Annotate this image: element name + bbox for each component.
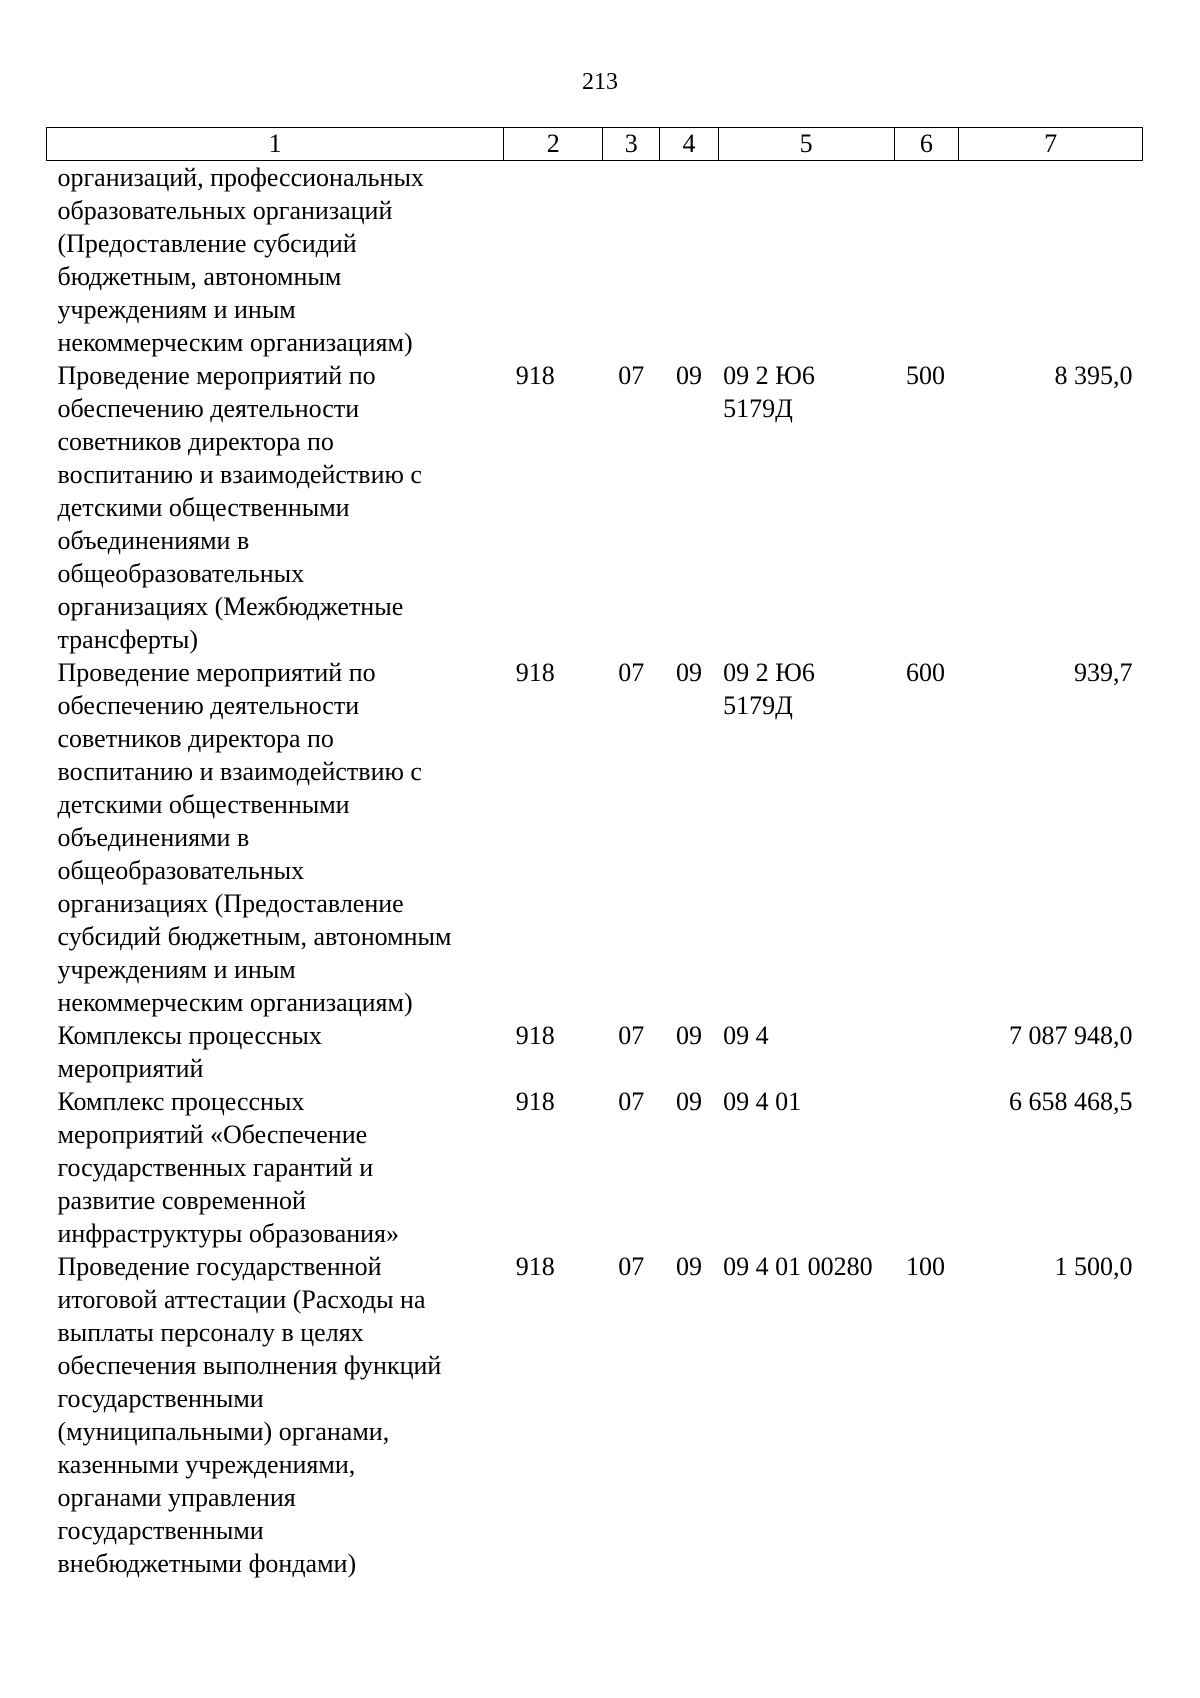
ved-code: 918 xyxy=(515,658,555,687)
amount: 1 500,0 xyxy=(1054,1252,1133,1281)
item-name-line: выплаты персоналу в целях xyxy=(57,1318,364,1347)
table-row xyxy=(47,1019,1143,1085)
column-header: 1 xyxy=(47,128,504,161)
subsection-code: 09 xyxy=(676,1021,702,1050)
item-name-line: организациях (Межбюджетные xyxy=(57,592,404,621)
item-name-line: учреждениям и иным xyxy=(57,955,296,984)
item-name-line: организациях (Предоставление xyxy=(57,889,404,918)
item-name-line: государственными xyxy=(57,1516,264,1545)
item-name-line: Проведение мероприятий по xyxy=(57,361,376,390)
item-name-line: советников директора по xyxy=(57,724,334,753)
item-name xyxy=(47,1019,504,1085)
section-code xyxy=(603,161,660,360)
item-name-line: Проведение государственной xyxy=(57,1252,382,1281)
target-article-code-line: 5179Д xyxy=(723,394,793,423)
item-name-line: органами управления xyxy=(57,1483,296,1512)
item-name-line: объединениями в xyxy=(57,823,250,852)
item-name-line: воспитанию и взаимодействию с xyxy=(57,757,422,786)
section-code: 07 xyxy=(618,658,645,687)
item-name-line: государственных гарантий и xyxy=(57,1153,374,1182)
ved-code: 918 xyxy=(515,1021,555,1050)
section-code: 07 xyxy=(618,1021,645,1050)
section-code: 07 xyxy=(618,361,645,390)
item-name-line: мероприятий «Обеспечение xyxy=(57,1120,368,1149)
column-header: 4 xyxy=(660,128,718,161)
item-name-line: мероприятий xyxy=(57,1054,204,1083)
amount xyxy=(959,161,1143,360)
item-name-line: обеспечению деятельности xyxy=(57,691,360,720)
item-name-line: некоммерческим организациям) xyxy=(57,988,413,1017)
item-name-line: советников директора по xyxy=(57,427,334,456)
target-article-code xyxy=(718,359,894,656)
item-name xyxy=(47,656,504,1019)
ved-code: 918 xyxy=(515,1087,555,1116)
page-number: 213 xyxy=(582,69,618,95)
target-article-code-line: 09 2 Ю6 xyxy=(723,658,815,687)
item-name-line: обеспечению деятельности xyxy=(57,394,360,423)
item-name-line: (муниципальными) органами, xyxy=(57,1417,390,1446)
item-name-line: обеспечения выполнения функций xyxy=(57,1351,442,1380)
table-row xyxy=(47,161,1143,360)
item-name-line: общеобразовательных xyxy=(57,856,305,885)
item-name-line: Комплексы процессных xyxy=(57,1021,322,1050)
expense-type-code: 600 xyxy=(906,658,945,687)
column-header: 5 xyxy=(718,128,894,161)
item-name-line: трансферты) xyxy=(57,625,199,654)
item-name-line: общеобразовательных xyxy=(57,559,305,588)
expense-type-code xyxy=(894,161,959,360)
target-article-code xyxy=(718,1085,894,1250)
ved-code xyxy=(504,161,603,360)
target-article-code-line: 09 2 Ю6 xyxy=(723,361,815,390)
table-row xyxy=(47,1085,1143,1250)
ved-code: 918 xyxy=(515,361,555,390)
column-header: 2 xyxy=(504,128,603,161)
item-name xyxy=(47,161,504,360)
target-article-code xyxy=(718,161,894,360)
item-name-line: развитие современной xyxy=(57,1186,306,1215)
section-code: 07 xyxy=(618,1087,645,1116)
item-name-line: государственными xyxy=(57,1384,264,1413)
item-name-line: внебюджетными фондами) xyxy=(57,1549,357,1578)
item-name-line: итоговой аттестации (Расходы на xyxy=(57,1285,426,1314)
header-row xyxy=(47,128,1143,161)
target-article-code-line: 09 4 01 xyxy=(723,1087,802,1116)
expense-type-code: 500 xyxy=(906,361,945,390)
subsection-code xyxy=(660,161,718,360)
table-row xyxy=(47,656,1143,1019)
budget-table xyxy=(46,127,1143,1580)
item-name-line: казенными учреждениями, xyxy=(57,1450,356,1479)
column-header: 7 xyxy=(959,128,1143,161)
column-header: 6 xyxy=(894,128,959,161)
amount: 8 395,0 xyxy=(1054,361,1133,390)
item-name xyxy=(47,1250,504,1580)
item-name-line: Комплекс процессных xyxy=(57,1087,305,1116)
subsection-code: 09 xyxy=(676,1087,702,1116)
expense-type-code xyxy=(894,1019,959,1085)
amount: 6 658 468,5 xyxy=(1009,1087,1133,1116)
item-name-line: детскими общественными xyxy=(57,790,350,819)
item-name-line: Проведение мероприятий по xyxy=(57,658,376,687)
expense-type-code: 100 xyxy=(906,1252,945,1281)
expense-type-code xyxy=(894,1085,959,1250)
target-article-code xyxy=(718,1250,894,1580)
item-name-line: бюджетным, автономным xyxy=(57,262,342,291)
target-article-code-line: 5179Д xyxy=(723,691,793,720)
target-article-code xyxy=(718,656,894,1019)
subsection-code: 09 xyxy=(676,658,702,687)
subsection-code: 09 xyxy=(676,361,702,390)
item-name-line: инфраструктуры образования» xyxy=(57,1219,400,1248)
item-name-line: субсидий бюджетным, автономным xyxy=(57,922,452,951)
target-article-code-line: 09 4 xyxy=(723,1021,769,1050)
amount: 7 087 948,0 xyxy=(1009,1021,1133,1050)
item-name-line: образовательных организаций xyxy=(57,196,393,225)
item-name-line: объединениями в xyxy=(57,526,250,555)
section-code: 07 xyxy=(618,1252,645,1281)
item-name-line: детскими общественными xyxy=(57,493,350,522)
item-name xyxy=(47,359,504,656)
column-header: 3 xyxy=(603,128,660,161)
item-name xyxy=(47,1085,504,1250)
target-article-code xyxy=(718,1019,894,1085)
ved-code: 918 xyxy=(515,1252,555,1281)
amount: 939,7 xyxy=(1074,658,1133,687)
item-name-line: учреждениям и иным xyxy=(57,295,296,324)
table-row xyxy=(47,1250,1143,1580)
item-name-line: воспитанию и взаимодействию с xyxy=(57,460,422,489)
table-row xyxy=(47,359,1143,656)
item-name-line: организаций, профессиональных xyxy=(57,163,424,192)
item-name-line: (Предоставление субсидий xyxy=(57,229,357,258)
target-article-code-line: 09 4 01 00280 xyxy=(723,1252,873,1281)
item-name-line: некоммерческим организациям) xyxy=(57,328,413,357)
table-body xyxy=(47,161,1143,1581)
subsection-code: 09 xyxy=(676,1252,702,1281)
